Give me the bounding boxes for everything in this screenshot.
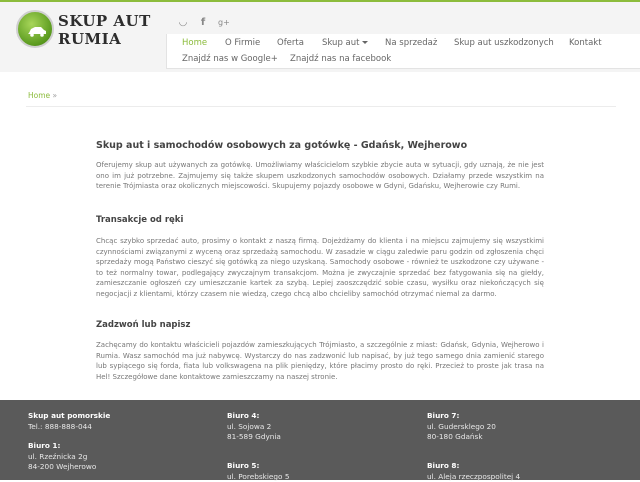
office-address: ul. Rzeźnicka 2g [28,452,96,463]
logo-text-line2: RUMIA [58,30,121,48]
office-address: ul. Porebskiego 5 [227,472,289,482]
office-title: Biuro 5: [227,461,289,472]
breadcrumb-separator: » [53,91,58,100]
office-city: 81-589 Gdynia [227,432,281,443]
header [0,2,640,72]
logo-emblem [16,10,54,48]
office-city: 84-200 Wejherowo [28,462,96,473]
footer [0,400,640,480]
footer-office-5 [227,461,289,482]
section-text-transakcje: Chcąc szybko sprzedać auto, prosimy o kontakt z naszą firmą. Dojeżdżamy do klienta i na miejscu zajmujemy się wszystkimi czynnościami związanymi z wyceną oraz sprzedażą samochodu. W zasadzie w ciągu zaledwie paru godzin od zgłoszenia chęci sprzedaży mogą Państwo cieszyć się gotówką za niego uzyskaną. Samochody osobowe - również te uszkodzone czy używane - to też normalny towar, podlegający zwyczajnym transakcjom. Można je zwyczajnie sprzedać bez fatygowania się na giełdy, zamieszczanie ogłoszeń czy umieszczanie kartek za szybą. Lepiej zaoszczędzić sobie czasu, wysiłku oraz niekończących się negocjacji z klientami, którzy czasem nie wiedzą, czego chcą albo chcieliby samochód otrzymać niemal za darmo. [96,236,544,299]
nav-home[interactable]: Home [182,38,207,48]
chevron-down-icon [362,41,368,44]
site-logo[interactable] [14,8,132,52]
footer-office-7 [427,411,496,443]
social-links [178,15,228,29]
nav-skup-aut[interactable] [322,38,368,48]
breadcrumb-home[interactable]: Home [28,91,50,100]
logo-text-line1: SKUP AUT [58,12,151,30]
section-text-kontakt: Zachęcamy do kontaktu właścicieli pojazdów zamieszkujących Trójmiasto, a szczególnie z miast: Gdańsk, Gdynia, Wejherowo i Rumia. Wasz samochód ma już nabywcę. Wystarczy do nas zadzwonić lub napisać, by już tego samego dnia zamienić starego lub sypiącego się forda, fiata lub volkswagena na plik pieniędzy, które płacimy prosto do ręki. Przecież to proste jak trasa na Hel! Szczegółowe dane kontaktowe zamieszczamy na naszej stronie. [96,340,544,382]
office-city: 80-180 Gdańsk [427,432,496,443]
google-plus-icon[interactable]: g+ [218,17,228,28]
nav-o-firmie[interactable]: O Firmie [225,38,260,48]
nav-kontakt[interactable]: Kontakt [569,38,602,48]
nav-oferta[interactable]: Oferta [277,38,304,48]
footer-phone[interactable]: Tel.: 888-888-044 [28,422,110,433]
intro-paragraph: Oferujemy skup aut używanych za gotówkę. Umożliwiamy właścicielom szybkie zbycie auta w sytuacji, gdy uznają, że nie jest ono im już potrzebne. Zajmujemy się także skupem uszkodzonych samochodów osobowych. Działamy przede wszystkim na terenie Trójmiasta oraz okolicznych miejscowości. Skupujemy pojazdy osobowe w Gdyni, Gdańsku, Wejherowie czy Rumi. [96,160,544,192]
nav-facebook[interactable]: Znajdź nas na facebook [290,54,391,64]
page-title: Skup aut i samochodów osobowych za gotówkę - Gdańsk, Wejherowo [96,140,467,151]
footer-company [28,411,110,432]
nav-skup-aut-label: Skup aut [322,38,359,48]
section-title-transakcje: Transakcje od ręki [96,215,183,225]
office-address: ul. Sojowa 2 [227,422,281,433]
office-title: Biuro 4: [227,411,281,422]
office-title: Biuro 8: [427,461,520,472]
breadcrumb [28,91,57,100]
rss-icon[interactable]: ◡ [178,17,188,28]
footer-office-4 [227,411,281,443]
office-address: ul. Aleja rzeczpospolitej 4 [427,472,520,482]
section-title-kontakt: Zadzwoń lub napisz [96,320,190,330]
footer-company-name: Skup aut pomorskie [28,411,110,422]
divider [26,106,616,107]
nav-skup-aut-uszkodzonych[interactable]: Skup aut uszkodzonych [454,38,554,48]
facebook-icon[interactable]: f [198,17,208,28]
office-address: ul. Gudersklego 20 [427,422,496,433]
main-nav [166,34,640,69]
nav-na-sprzedaz[interactable]: Na sprzedaż [385,38,437,48]
nav-google-plus[interactable]: Znajdź nas w Google+ [182,54,278,64]
office-title: Biuro 7: [427,411,496,422]
office-title: Biuro 1: [28,441,96,452]
footer-office-8 [427,461,520,482]
footer-office-1 [28,441,96,473]
car-icon [27,25,47,37]
